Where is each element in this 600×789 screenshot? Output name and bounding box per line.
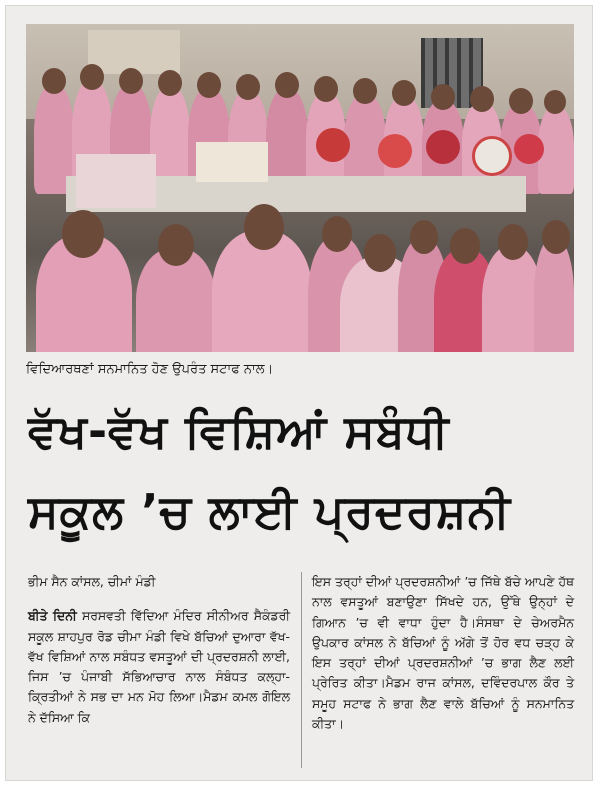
- article-column-left: [28, 572, 290, 728]
- news-photo: [26, 24, 574, 352]
- student-head: [322, 216, 352, 252]
- exhibit-disc: [514, 134, 544, 164]
- article-column-right: [312, 572, 574, 734]
- student-head: [392, 80, 416, 106]
- student-head: [197, 72, 221, 98]
- headline-line-1: ਵੱਖ-ਵੱਖ ਵਿਸ਼ਿਆਂ ਸਬੰਧੀ: [28, 404, 450, 458]
- student-figure: [534, 238, 574, 352]
- student-head: [544, 90, 566, 114]
- student-head: [542, 220, 570, 254]
- student-head: [509, 88, 533, 114]
- exhibit-box: [196, 142, 268, 182]
- student-head: [158, 70, 182, 96]
- student-head: [119, 68, 143, 94]
- headline-line-2: ਸਕੂਲ ’ਚ ਲਾਈ ਪ੍ਰਦਰਸ਼ਨੀ: [28, 484, 511, 538]
- student-head: [470, 86, 494, 112]
- exhibit-disc: [316, 128, 350, 162]
- article-body-left: ਸਰਸਵਤੀ ਵਿੱਦਿਆ ਮੰਦਿਰ ਸੀਨੀਅਰ ਸੈਕੰਡਰੀ ਸਕੂਲ ਸ਼ਾਹਪੁਰ ਰੋਡ ਚੀਮਾ ਮੰਡੀ ਵਿਖੇ ਬੱਚਿਆਂ ਦੁਆਰਾ ਵੱਖ-ਵੱਖ ਵਿਸ਼ਿਆਂ ਨਾਲ ਸਬੰਧਤ ਵਸਤੂਆਂ ਦੀ ਪ੍ਰਦਰਸ਼ਨੀ ਲਾਈ, ਜਿਸ ’ਚ ਪੰਜਾਬੀ ਸੱਭਿਆਚਾਰ ਨਾਲ ਸੰਬੰਧਤ ਕਲ੍ਹਾ-ਕ੍ਰਿਤੀਆਂ ਨੇ ਸਭ ਦਾ ਮਨ ਮੋਹ ਲਿਆ।ਮੈਡਮ ਕਮਲ ਗੋਇਲ ਨੇ ਦੱਸਿਆ ਕਿ: [28, 608, 290, 725]
- student-head: [158, 224, 194, 266]
- exhibit-box: [76, 154, 156, 208]
- exhibit-disc: [472, 136, 512, 176]
- student-head: [236, 74, 260, 100]
- student-figure: [482, 246, 542, 352]
- student-head: [275, 72, 299, 98]
- student-head: [314, 76, 338, 102]
- student-head: [410, 220, 438, 254]
- student-head: [42, 68, 66, 94]
- student-head: [498, 224, 528, 260]
- exhibit-disc: [378, 134, 412, 168]
- student-head: [450, 228, 480, 264]
- photo-poster: [88, 30, 180, 74]
- newspaper-clipping: [6, 6, 592, 780]
- column-divider: [301, 572, 302, 768]
- student-head: [431, 84, 455, 110]
- lede: ਬੀਤੇ ਦਿਨੀ: [28, 608, 77, 624]
- student-head: [364, 234, 396, 272]
- photo-caption: ਵਿਦਿਆਰਥਣਾਂ ਸਨਮਾਨਿਤ ਹੋਣ ਉਪਰੰਤ ਸਟਾਫ ਨਾਲ।: [26, 362, 274, 377]
- student-head: [353, 78, 377, 104]
- student-head: [80, 64, 104, 90]
- student-head: [62, 210, 104, 258]
- student-head: [244, 204, 284, 250]
- exhibit-disc: [426, 130, 460, 164]
- article-body-right: ਇਸ ਤਰ੍ਹਾਂ ਦੀਆਂ ਪ੍ਰਦਰਸ਼ਨੀਆਂ ’ਚ ਜਿੱਥੇ ਬੱਚੇ ਆਪਣੇ ਹੱਥ ਨਾਲ ਵਸਤੂਆਂ ਬਣਾਉਣਾ ਸਿੱਖਦੇ ਹਨ, ਉੱਥੇ ਉਨ੍ਹਾਂ ਦੇ ਗਿਆਨ ’ਚ ਵੀ ਵਾਧਾ ਹੁੰਦਾ ਹੈ।ਸੰਸਥਾ ਦੇ ਚੇਅਰਮੈਨ ਉਪਕਾਰ ਕਾਂਸਲ ਨੇ ਬੱਚਿਆਂ ਨੂੰ ਅੱਗੇ ਤੋਂ ਹੋਰ ਵਧ ਚੜ੍ਹ ਕੇ ਇਸ ਤਰ੍ਹਾਂ ਦੀਆਂ ਪ੍ਰਦਰਸ਼ਨੀਆਂ ’ਚ ਭਾਗ ਲੈਣ ਲਈ ਪ੍ਰੇਰਿਤ ਕੀਤਾ।ਮੈਡਮ ਰਾਜ ਕਾਂਸਲ, ਦਵਿੰਦਰਪਾਲ ਕੌਰ ਤੇ ਸਮੂਹ ਸਟਾਫ ਨੇ ਭਾਗ ਲੈਣ ਵਾਲੇ ਬੱਚਿਆਂ ਨੂੰ ਸਨਮਾਨਿਤ ਕੀਤਾ।: [312, 574, 574, 732]
- byline: ਭੀਮ ਸੈਨ ਕਾਂਸਲ, ਚੀਮਾਂ ਮੰਡੀ: [28, 574, 156, 589]
